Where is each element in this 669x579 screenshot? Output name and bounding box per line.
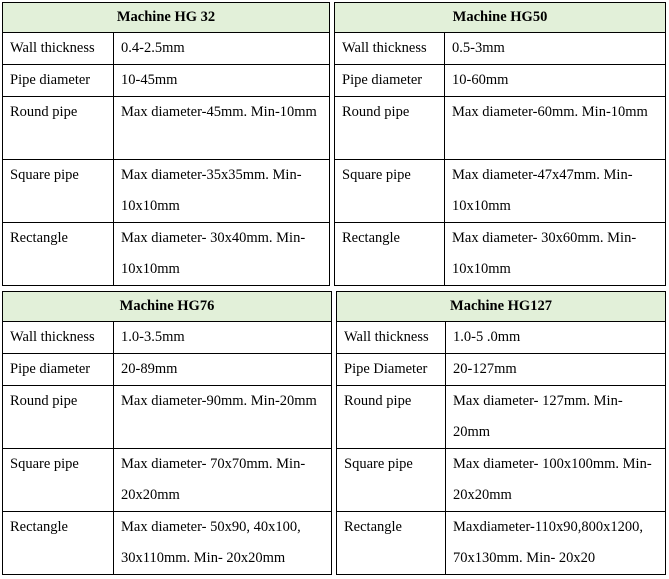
- table-row: [3, 65, 330, 97]
- row-label: Pipe diameter: [3, 65, 114, 97]
- table-row: [3, 160, 330, 223]
- table-row: [3, 223, 330, 286]
- spec-table-hg32: [2, 2, 330, 286]
- table-title: Machine HG 32: [3, 3, 330, 33]
- row-value: Max diameter-47x47mm. Min-10x10mm: [445, 160, 666, 223]
- table-row: [3, 449, 332, 512]
- row-value: Max diameter- 30x60mm. Min-10x10mm: [445, 223, 666, 286]
- row-label: Square pipe: [337, 449, 446, 512]
- row-value: Max diameter- 70x70mm. Min- 20x20mm: [114, 449, 332, 512]
- row-label: Pipe diameter: [3, 354, 114, 386]
- table-row: [3, 33, 330, 65]
- table-row: [337, 512, 666, 575]
- table-title: Machine HG50: [335, 3, 666, 33]
- row-label: Square pipe: [335, 160, 445, 223]
- table-row: [337, 354, 666, 386]
- row-label: Square pipe: [3, 160, 114, 223]
- row-label: Rectangle: [3, 512, 114, 575]
- row-label: Round pipe: [3, 97, 114, 160]
- row-value: 20-89mm: [114, 354, 332, 386]
- row-label: Wall thickness: [335, 33, 445, 65]
- table-row: [337, 322, 666, 354]
- table-row: [337, 449, 666, 512]
- table-row: [337, 386, 666, 449]
- row-value: Max diameter- 30x40mm. Min-10x10mm: [114, 223, 330, 286]
- row-label: Wall thickness: [3, 33, 114, 65]
- table-row: [3, 97, 330, 160]
- row-value: Max diameter-35x35mm. Min-10x10mm: [114, 160, 330, 223]
- table-row: [335, 65, 666, 97]
- table-row: [335, 33, 666, 65]
- row-label: Rectangle: [335, 223, 445, 286]
- table-row: [335, 160, 666, 223]
- row-label: Pipe Diameter: [337, 354, 446, 386]
- spec-table-hg76: [2, 291, 332, 575]
- row-value: 1.0-3.5mm: [114, 322, 332, 354]
- row-label: Wall thickness: [3, 322, 114, 354]
- row-value: Max diameter- 100x100mm. Min- 20x20mm: [446, 449, 666, 512]
- row-value: Max diameter- 50x90, 40x100, 30x110mm. Min- 20x20mm: [114, 512, 332, 575]
- table-title: Machine HG76: [3, 292, 332, 322]
- spec-table-hg127: [336, 291, 666, 575]
- row-value: 0.4-2.5mm: [114, 33, 330, 65]
- row-value: Max diameter- 127mm. Min-20mm: [446, 386, 666, 449]
- row-label: Rectangle: [3, 223, 114, 286]
- table-row: [335, 223, 666, 286]
- row-label: Wall thickness: [337, 322, 446, 354]
- row-value: 10-45mm: [114, 65, 330, 97]
- table-row: [3, 322, 332, 354]
- row-label: Rectangle: [337, 512, 446, 575]
- row-value: Max diameter-90mm. Min-20mm: [114, 386, 332, 449]
- spec-table-hg50: [334, 2, 666, 286]
- row-value: 1.0-5 .0mm: [446, 322, 666, 354]
- row-value: Max diameter-60mm. Min-10mm: [445, 97, 666, 160]
- row-value: 0.5-3mm: [445, 33, 666, 65]
- row-label: Square pipe: [3, 449, 114, 512]
- row-label: Pipe diameter: [335, 65, 445, 97]
- table-row: [335, 97, 666, 160]
- row-label: Round pipe: [3, 386, 114, 449]
- row-label: Round pipe: [335, 97, 445, 160]
- table-row: [3, 354, 332, 386]
- row-label: Round pipe: [337, 386, 446, 449]
- table-title: Machine HG127: [337, 292, 666, 322]
- row-value: Max diameter-45mm. Min-10mm: [114, 97, 330, 160]
- table-row: [3, 512, 332, 575]
- row-value: Maxdiameter-110x90,800x1200, 70x130mm. Min- 20x20: [446, 512, 666, 575]
- table-row: [3, 386, 332, 449]
- row-value: 10-60mm: [445, 65, 666, 97]
- row-value: 20-127mm: [446, 354, 666, 386]
